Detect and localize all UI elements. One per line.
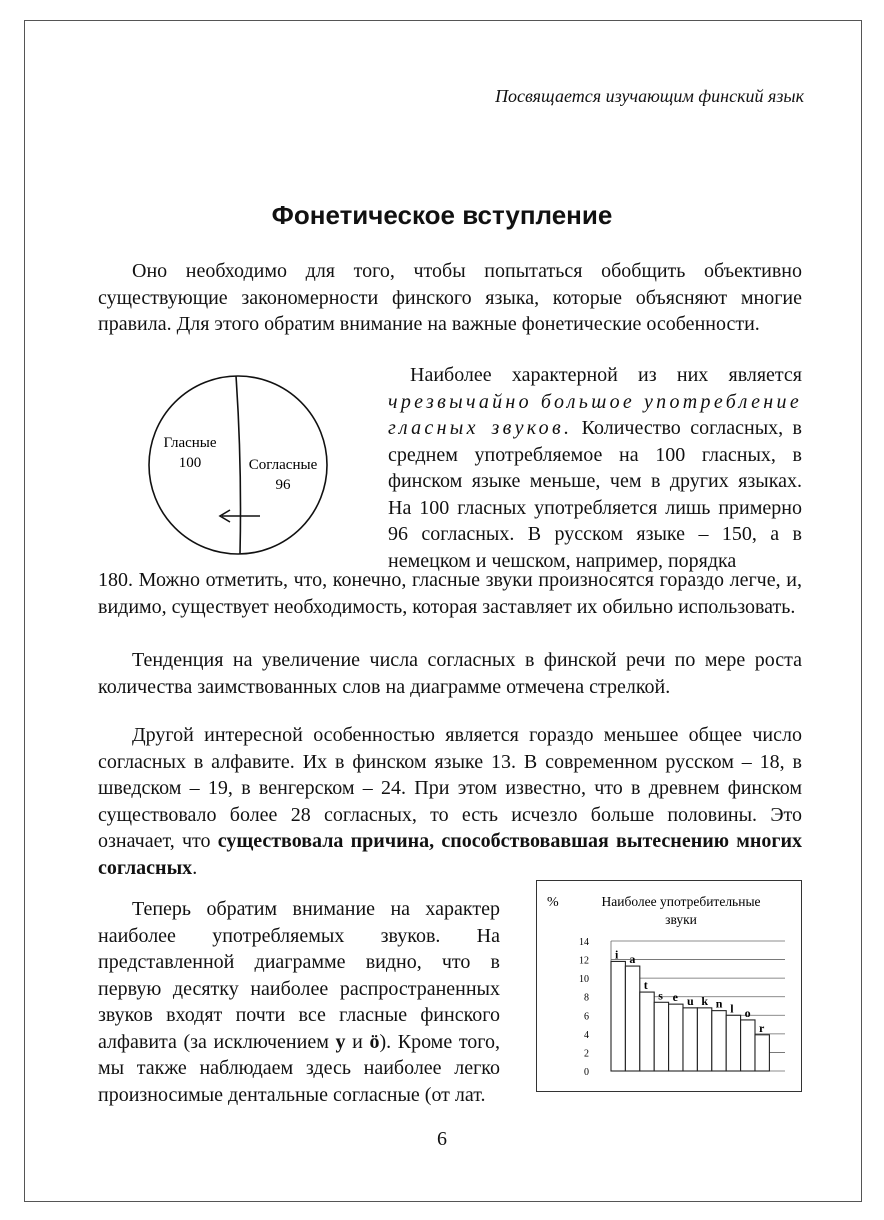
para2-lead: Наиболее характерной из них является [410, 364, 802, 386]
para5-o: ö [369, 1030, 380, 1053]
bar-label-i: i [615, 947, 619, 962]
y-tick-label: 14 [579, 937, 589, 948]
paragraph-frequent-sounds [98, 896, 500, 1108]
bar-t [640, 992, 654, 1071]
consonants-value: 96 [275, 477, 291, 493]
bar-s [654, 1002, 668, 1071]
bar-u [683, 1008, 697, 1071]
bar-label-n: n [715, 996, 723, 1011]
chart-ylabel: % [547, 895, 559, 910]
bar-e [669, 1004, 683, 1071]
bar-l [726, 1015, 740, 1071]
para4-end: . [192, 856, 198, 879]
paragraph-vowels-full [98, 567, 802, 620]
page-number: 6 [437, 1128, 447, 1150]
bar-label-t: t [643, 978, 648, 993]
bar-r [755, 1035, 769, 1071]
y-tick-label: 12 [579, 955, 589, 967]
para4-bold: существовала причина, способствовавшая вытеснению многих согласных [98, 830, 803, 879]
paragraph-tendency-text: Тенденция на увеличение числа согласных в финской речи по мере роста количества заимствованных слов на диаграмме отмечена стрелкой. [98, 649, 802, 698]
para4-text: Другой интересной особенностью является гораздо меньшее общее число согласных в алфавите. Их в финском языке 13. В современном русском – 18, в шведском – 19, в венгерском – 24. При этом известно, что в древнем финском существовало более 28 согласных, то есть исчезло больше половины. Это означает, что [98, 724, 802, 852]
y-tick-label: 2 [584, 1048, 589, 1060]
bar-a [625, 966, 639, 1071]
bar-k [697, 1008, 711, 1071]
paragraph-tendency [98, 647, 802, 700]
para5-and: и [352, 1030, 363, 1053]
para2-continuation: 180. Можно отметить, что, конечно, гласные звуки произносятся гораздо легче, и, видимо, существует необходимость, которая заставляет их обильно использовать. [98, 569, 802, 618]
vowel-consonant-circle-diagram [140, 374, 340, 556]
y-tick-label: 0 [584, 1067, 589, 1078]
paragraph-alphabet [98, 722, 802, 881]
bar-label-u: u [687, 993, 694, 1008]
chart-title-line2: звуки [665, 912, 697, 927]
bar-label-a: a [629, 952, 636, 967]
paragraph-vowels-right [388, 362, 802, 574]
paragraph-intro-text: Оно необходимо для того, чтобы попытаться обобщить объективно существующие закономерности финского языка, которые объясняют многие правила. Для этого обратим внимание на важные фонетические особенности. [98, 260, 802, 335]
bar-label-l: l [730, 1001, 734, 1016]
vowels-label: Гласные [163, 435, 217, 451]
para2-emphasis: чрезвычайно большое употребление гласных звуков. [388, 390, 802, 439]
bar-label-k: k [701, 993, 709, 1008]
bar-label-s: s [658, 988, 663, 1003]
vowels-value: 100 [178, 455, 202, 471]
chart-title-line1: Наиболее употребительные [601, 894, 761, 909]
y-tick-label: 8 [584, 992, 589, 1004]
bar-n [712, 1011, 726, 1071]
diagram-divider [236, 376, 241, 554]
y-tick-label: 10 [579, 974, 589, 986]
para2-rest: Количество согласных, в среднем употребляемое на 100 гласных, в финском языке меньше, чем в других языках. На 100 гласных употребляется лишь примерно 96 согласных. В русском языке – 150, а в немецком и чешском, например, порядка [388, 417, 802, 572]
y-tick-label: 4 [584, 1029, 589, 1041]
para5-y: y [335, 1030, 346, 1053]
bar-label-o: o [744, 1005, 751, 1020]
bar-i [611, 961, 625, 1071]
para5-text1: Теперь обратим внимание на характер наиболее употребляемых звуков. На представленной диаграмме видно, что в первую десятку наиболее распространенных звуков входят почти все гласные финского алфавита (за исключением [98, 898, 500, 1053]
paragraph-intro [98, 258, 802, 338]
running-head: Посвящается изучающим финский язык [495, 86, 804, 106]
frequency-bar-chart [537, 881, 801, 1091]
bar-label-r: r [759, 1020, 765, 1035]
para5-text2: ). Кроме того, мы также наблюдаем здесь наиболее легко произносимые дентальные согласные (от лат. [98, 1030, 501, 1106]
bar-label-e: e [672, 990, 678, 1005]
consonants-label: Согласные [248, 457, 318, 473]
section-title: Фонетическое вступление [271, 200, 613, 230]
bar-o [741, 1020, 755, 1071]
frequency-chart-box [536, 880, 802, 1092]
y-tick-label: 6 [584, 1011, 589, 1023]
